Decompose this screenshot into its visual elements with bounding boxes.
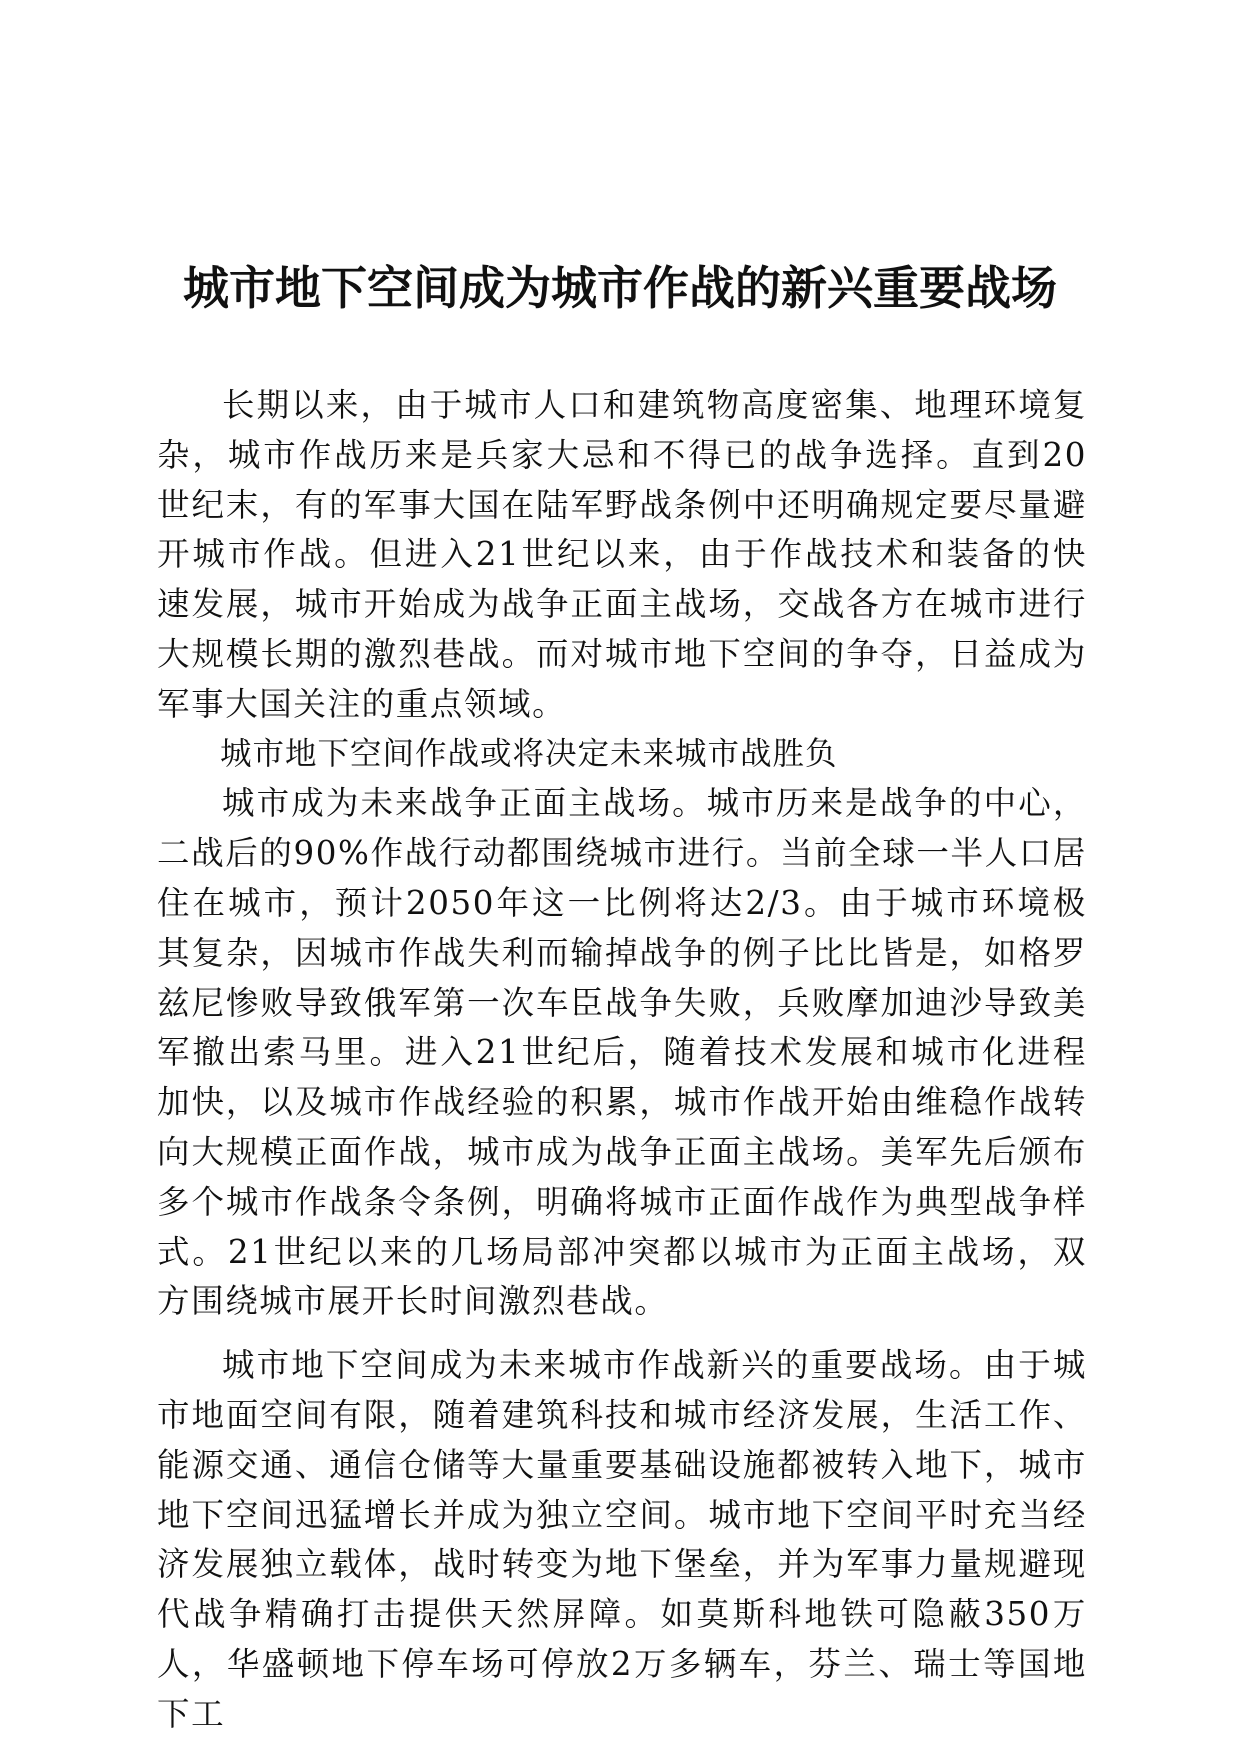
page-title: 城市地下空间成为城市作战的新兴重要战场 (183, 261, 1057, 315)
body-paragraph: 城市成为未来战争正面主战场。城市历来是战争的中心，二战后的90%作战行动都围绕城市进行。当前全球一半人口居住在城市，预计2050年这一比例将达2/3。由于城市环境极其复杂，因城市作战失利而输掉战争的例子比比皆是，如格罗兹尼惨败导致俄军第一次车臣战争失败，兵败摩加迪沙导致美军撤出索马里。进入21世纪后，随着技术发展和城市化进程加快，以及城市作战经验的积累，城市作战开始由维稳作战转向大规模正面作战，城市成为战争正面主战场。美军先后颁布多个城市作战条令条例，明确将城市正面作战作为典型战争样式。21世纪以来的几场局部冲突都以城市为正面主战场，双方围绕城市展开长时间激烈巷战。 (157, 784, 1087, 1321)
section-heading: 城市地下空间作战或将决定未来城市战胜负 (220, 735, 838, 772)
body-paragraph: 城市地下空间成为未来城市作战新兴的重要战场。由于城市地面空间有限，随着建筑科技和城市经济发展，生活工作、能源交通、通信仓储等大量重要基础设施都被转入地下，城市地下空间迅猛增长并成为独立空间。城市地下空间平时充当经济发展独立载体，战时转变为地下堡垒，并为军事力量规避现代战争精确打击提供天然屏障。如莫斯科地铁可隐蔽350万人，华盛顿地下停车场可停放2万多辆车，芬兰、瑞士等国地下工 (157, 1346, 1087, 1733)
intro-paragraph: 长期以来，由于城市人口和建筑物高度密集、地理环境复杂，城市作战历来是兵家大忌和不得已的战争选择。直到20世纪末，有的军事大国在陆军野战条例中还明确规定要尽量避开城市作战。但进入21世纪以来，由于作战技术和装备的快速发展，城市开始成为战争正面主战场，交战各方在城市进行大规模长期的激烈巷战。而对城市地下空间的争夺，日益成为军事大国关注的重点领域。 (157, 386, 1087, 723)
article-body (157, 381, 1087, 1740)
